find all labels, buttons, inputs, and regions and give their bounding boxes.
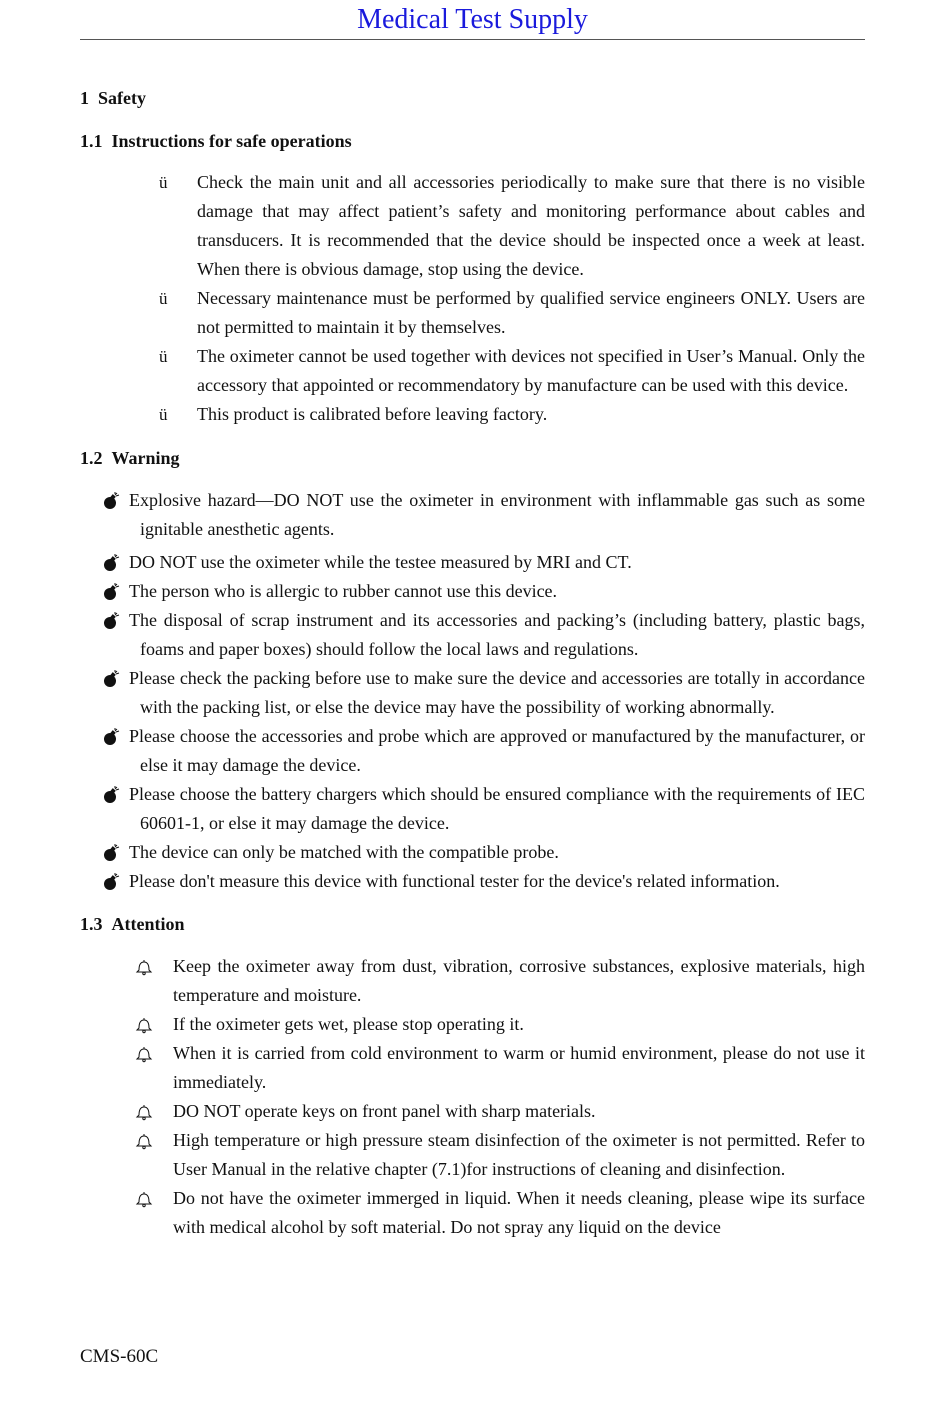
- list-item-text: DO NOT use the oximeter while the testee measured by MRI and CT.: [129, 552, 632, 572]
- list-item-text: Please choose the accessories and probe which are approved or manufactured by the manufacturer, or else it may damage the device.: [129, 726, 865, 775]
- check-mark-icon: ü: [159, 347, 168, 366]
- list-item: [80, 548, 865, 577]
- check-mark-icon: ü: [159, 289, 168, 308]
- section-title: Safety: [98, 88, 146, 108]
- list-item-text: The oximeter cannot be used together with devices not specified in User’s Manual. Only the accessory that appointed or recommendatory by manufacture can be used with this device.: [197, 346, 865, 395]
- bell-icon: [135, 1016, 153, 1034]
- list-item-text: This product is calibrated before leaving factory.: [197, 404, 548, 424]
- section-number: 1.2: [80, 448, 103, 468]
- page-footer-model: CMS-60C: [80, 1346, 159, 1367]
- section-title: Instructions for safe operations: [111, 131, 352, 151]
- section-heading-instructions: [80, 126, 865, 156]
- list-item-text: The person who is allergic to rubber cannot use this device.: [129, 581, 558, 601]
- section-heading-warning: [80, 443, 865, 473]
- list-item: [80, 168, 865, 284]
- bell-icon: [135, 958, 153, 976]
- list-item: [80, 486, 865, 544]
- bell-icon: [135, 1190, 153, 1208]
- bomb-icon: [102, 670, 120, 688]
- bomb-icon: [102, 728, 120, 746]
- bomb-icon: [102, 786, 120, 804]
- section-number: 1.1: [80, 131, 103, 151]
- bell-icon: [135, 1132, 153, 1150]
- section-heading-attention: [80, 909, 865, 939]
- list-item-text: Please don't measure this device with functional tester for the device's related information.: [129, 871, 780, 891]
- bell-icon: [135, 1045, 153, 1063]
- page-header: [80, 0, 865, 40]
- bomb-icon: [102, 492, 120, 510]
- attention-list: [80, 952, 865, 1242]
- list-item-text: High temperature or high pressure steam disinfection of the oximeter is not permitted. Refer to User Manual in the relative chapter (7.1)for instructions of cleaning and disinfection.: [173, 1130, 865, 1179]
- instructions-list: [80, 168, 865, 429]
- list-item-text: If the oximeter gets wet, please stop operating it.: [173, 1014, 524, 1034]
- bomb-icon: [102, 873, 120, 891]
- list-item: [80, 1184, 865, 1242]
- list-item: [80, 1010, 865, 1039]
- list-item-text: Please check the packing before use to make sure the device and accessories are totally in accordance with the packing list, or else the device may have the possibility of working abnormally.: [129, 668, 865, 717]
- section-title: Warning: [111, 448, 180, 468]
- list-item: [80, 867, 865, 896]
- list-item-text: When it is carried from cold environment to warm or humid environment, please do not use it immediately.: [173, 1043, 865, 1092]
- list-item-text: Do not have the oximeter immerged in liquid. When it needs cleaning, please wipe its surface with medical alcohol by soft material. Do not spray any liquid on the device: [173, 1188, 865, 1237]
- bomb-icon: [102, 844, 120, 862]
- warnings-list: [80, 486, 865, 896]
- page-title: Medical Test Supply: [357, 4, 588, 35]
- list-item-text: DO NOT operate keys on front panel with sharp materials.: [173, 1101, 596, 1121]
- list-item-text: Necessary maintenance must be performed by qualified service engineers ONLY. Users are not permitted to maintain it by themselves.: [197, 288, 865, 337]
- list-item: [80, 1039, 865, 1097]
- list-item: [80, 952, 865, 1010]
- bell-icon: [135, 1103, 153, 1121]
- list-item-text: Check the main unit and all accessories periodically to make sure that there is no visible damage that may affect patient’s safety and monitoring performance about cables and transducers. It is recommended that the device should be inspected once a week at least. When there is obvious damage, stop using the device.: [197, 172, 865, 279]
- list-item: [80, 1097, 865, 1126]
- list-item: [80, 577, 865, 606]
- bomb-icon: [102, 583, 120, 601]
- section-number: 1: [80, 88, 89, 108]
- list-item-text: Please choose the battery chargers which should be ensured compliance with the requirements of IEC 60601-1, or else it may damage the device.: [129, 784, 865, 833]
- check-mark-icon: ü: [159, 173, 168, 192]
- list-item: [80, 780, 865, 838]
- document-body: [80, 83, 865, 1242]
- list-item: [80, 664, 865, 722]
- list-item-text: Explosive hazard—DO NOT use the oximeter in environment with inflammable gas such as some ignitable anesthetic agents.: [129, 490, 865, 539]
- check-mark-icon: ü: [159, 405, 168, 424]
- list-item: [80, 838, 865, 867]
- list-item-text: The device can only be matched with the compatible probe.: [129, 842, 559, 862]
- list-item-text: The disposal of scrap instrument and its accessories and packing’s (including battery, plastic bags, foams and paper boxes) should follow the local laws and regulations.: [129, 610, 865, 659]
- bomb-icon: [102, 612, 120, 630]
- list-item: [80, 400, 865, 429]
- section-number: 1.3: [80, 914, 103, 934]
- section-title: Attention: [111, 914, 185, 934]
- list-item: [80, 1126, 865, 1184]
- list-item: [80, 342, 865, 400]
- list-item: [80, 284, 865, 342]
- list-item: [80, 722, 865, 780]
- list-item: [80, 606, 865, 664]
- section-heading-safety: [80, 83, 865, 113]
- list-item-text: Keep the oximeter away from dust, vibration, corrosive substances, explosive materials, high temperature and moisture.: [173, 956, 865, 1005]
- bomb-icon: [102, 554, 120, 572]
